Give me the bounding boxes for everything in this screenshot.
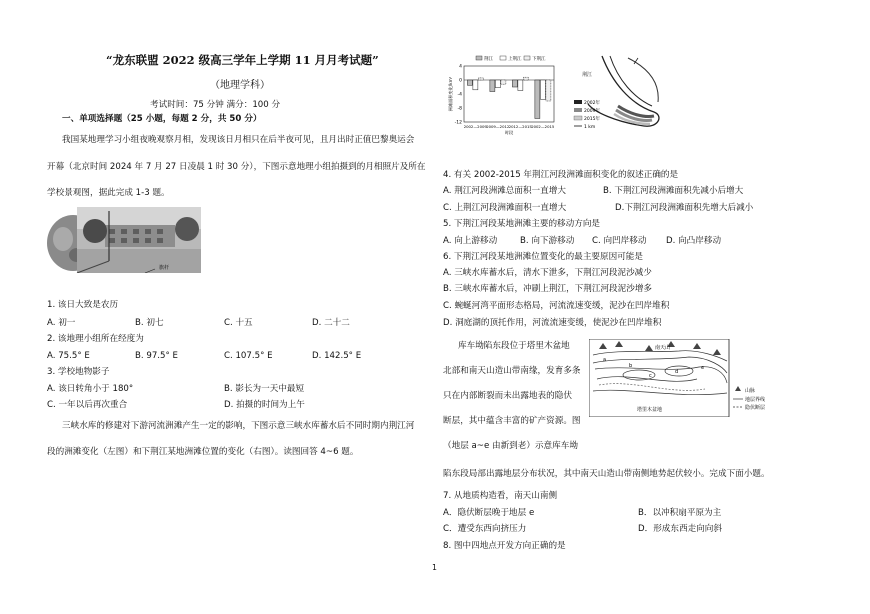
q6-option-a[interactable]: A. 三峡水库蓄水后，清水下泄多，下荆江河段泥沙减少 [443,268,652,278]
page-number: 1 [432,563,437,572]
legend-2002: 2002年 [584,101,600,106]
legend-2015: 2015年 [584,117,600,122]
sandbar-area-chart [446,52,558,138]
scale-label: 1 km [584,125,596,130]
q4-option-b[interactable]: B. 下荆江河段洲滩面积先减小后增大 [603,186,744,196]
layer-c: c [649,373,652,379]
intro-1-line-1: 我国某地理学习小组夜晚观察月相，发现该日月相只在后半夜可见，且月出时正值巴黎奥运会 [62,135,415,145]
basin-label: 塔里木盆地 [637,407,663,413]
y-tick-label: 4 [459,64,462,70]
y-tick-label: 0 [459,78,462,84]
q5-option-a[interactable]: A. 向上游移动 [443,236,498,246]
intro-1-line-3: 学校景观图，据此完成 1-3 题。 [47,188,170,198]
legend-2009: 2009年 [584,109,600,114]
q7-stem: 7. 从地质构造看，南天山南侧 [443,491,558,501]
q1-option-c[interactable]: C. 十五 [224,318,253,328]
intro-3-line-3: 只在内部断裂而未出露地表的隐伏 [443,391,572,401]
q1-stem: 1. 该日大致是农历 [47,300,119,310]
section-heading: 一、单项选择题（25 小题，每题 2 分，共 50 分） [62,114,262,124]
q2-option-d[interactable]: D. 142.5° E [312,351,362,361]
legend-boundary: 地层界线 [745,397,766,403]
q2-stem: 2. 该地理小组所在经度为 [47,334,144,344]
legend-entry: 上荆江 [508,57,522,62]
bar [546,80,551,101]
bar [535,80,540,119]
q3-option-c[interactable]: C. 一年以后再次重合 [47,400,128,410]
flagpole-label: 旗杆 [159,265,170,271]
bar [490,80,495,92]
q6-option-b[interactable]: B. 三峡水库蓄水后，冲刷上荆江，下荆江河段泥沙增多 [443,284,653,294]
q1-option-d[interactable]: D. 二十二 [312,318,350,328]
bar [523,77,528,80]
y-tick-label: -12 [454,120,462,126]
q1-option-b[interactable]: B. 初七 [135,318,164,328]
river-label: 荆江 [582,72,593,78]
sandbar-position-map [572,52,666,136]
legend-swatch [476,56,482,60]
q5-option-b[interactable]: B. 向下游移动 [520,236,575,246]
q1-option-a[interactable]: A. 初一 [47,318,76,328]
legend-swatch [524,56,530,60]
x-tick-label: 2002—2015 [531,124,555,129]
q7-option-b[interactable]: B．以冲积扇平原为主 [638,508,722,518]
q8-stem: 8. 图中四地点开发方向正确的是 [443,541,566,551]
q7-option-a[interactable]: A．隐伏断层晚于地层 e [443,508,535,518]
q4-stem: 4. 有关 2002-2015 年荆江河段洲滩面积变化的叙述正确的是 [443,170,679,180]
moon-school-photo [47,207,201,273]
q2-option-a[interactable]: A. 75.5° E [47,351,90,361]
intro-2-line-1: 三峡水库的修建对下游河流洲滩产生一定的影响，下图示意三峡水库蓄水后不同时期内荆江河 [62,421,415,431]
intro-3-line-4: 断层，其中蕴含丰富的矿产资源。图 [443,416,581,426]
bar [518,80,523,91]
legend-swatch [500,56,506,60]
q6-stem: 6. 下荆江河段某地洲滩位置变化的最主要原因可能是 [443,252,643,262]
bar [467,80,472,85]
y-tick-label: -8 [457,106,462,112]
x-tick-label: 2009—2012 [486,124,510,129]
y-axis-label: 洲滩面积变化/km² [448,76,453,112]
legend-entry: 下荆江 [532,57,546,62]
q3-stem: 3. 学校地物影子 [47,367,110,377]
q3-option-b[interactable]: B. 影长为一天中最短 [224,384,305,394]
q4-option-d[interactable]: D.下荆江河段洲滩面积先增大后减小 [615,203,754,213]
q2-option-b[interactable]: B. 97.5° E [135,351,178,361]
bar [495,80,500,88]
layer-b: b [629,363,633,369]
bar [473,80,478,90]
q5-option-c[interactable]: C. 向凹岸移动 [592,236,647,246]
intro-3-line-6: 陷东段局部出露地层分布状况，其中南天山造山带南侧地势起伏较小。完成下面小题。 [443,469,770,479]
q7-option-c[interactable]: C．遭受东西向挤压力 [443,524,527,534]
q6-option-d[interactable]: D. 洞庭湖的顶托作用，河流流速变缓，使泥沙在凹岸堆积 [443,318,662,328]
q5-stem: 5. 下荆江河段某地洲滩主要的移动方向是 [443,219,601,229]
bar [512,80,517,87]
bar [478,78,483,80]
x-axis-label: 时段 [504,130,514,135]
layer-d: d [675,369,679,375]
exam-title: “龙东联盟 2022 级高三学年上学期 11 月月考试题” [106,53,379,67]
legend-mountain-icon [735,386,741,391]
q3-option-d[interactable]: D. 拍摄的时间为上午 [224,400,305,410]
intro-1-line-2: 开幕（北京时间 2024 年 7 月 27 日凌晨 1 时 30 分），下图示意地理小组拍摄到的月相照片及所在 [47,162,426,172]
q7-option-d[interactable]: D．形成东西走向向斜 [638,524,722,534]
x-tick-label: 2002—2009 [463,124,487,129]
q2-option-c[interactable]: C. 107.5° E [224,351,273,361]
layer-a: a [603,357,607,363]
subject-title: （地理学科） [210,80,270,91]
y-tick-label: -4 [457,92,462,98]
bar [540,80,545,99]
legend-fault: 隐伏断层 [745,405,766,411]
exam-info: 考试时间：75 分钟 满分：100 分 [150,100,281,110]
bar [501,80,506,84]
legend-entry: 荆江 [484,57,493,62]
intro-3-line-5: （地层 a~e 由新到老）示意库车坳 [443,441,578,451]
q5-option-d[interactable]: D. 向凸岸移动 [666,236,722,246]
kuqa-depression-map [589,339,779,417]
layer-e: e [701,365,705,371]
q4-option-a[interactable]: A. 荆江河段洲滩总面积一直增大 [443,186,566,196]
x-tick-label: 2012—2015 [508,124,532,129]
legend-mountain: 山脉 [745,388,756,394]
q6-option-c[interactable]: C. 蜿蜒河湾平面形态格局，河流流速变缓，泥沙在凹岸堆积 [443,301,670,311]
q3-option-a[interactable]: A. 该日转角小于 180° [47,384,134,394]
mountain-label: 南天山 [655,345,671,351]
intro-3-line-2: 北部和南天山造山带南缘，发育多条 [443,366,581,376]
intro-3-line-1: 库车坳陷东段位于塔里木盆地 [458,341,570,351]
intro-2-line-2: 段的洲滩变化（左图）和下荆江某地洲滩位置的变化（右图）。读图回答 4~6 题。 [47,447,359,457]
q4-option-c[interactable]: C. 上荆江河段洲滩面积一直增大 [443,203,567,213]
